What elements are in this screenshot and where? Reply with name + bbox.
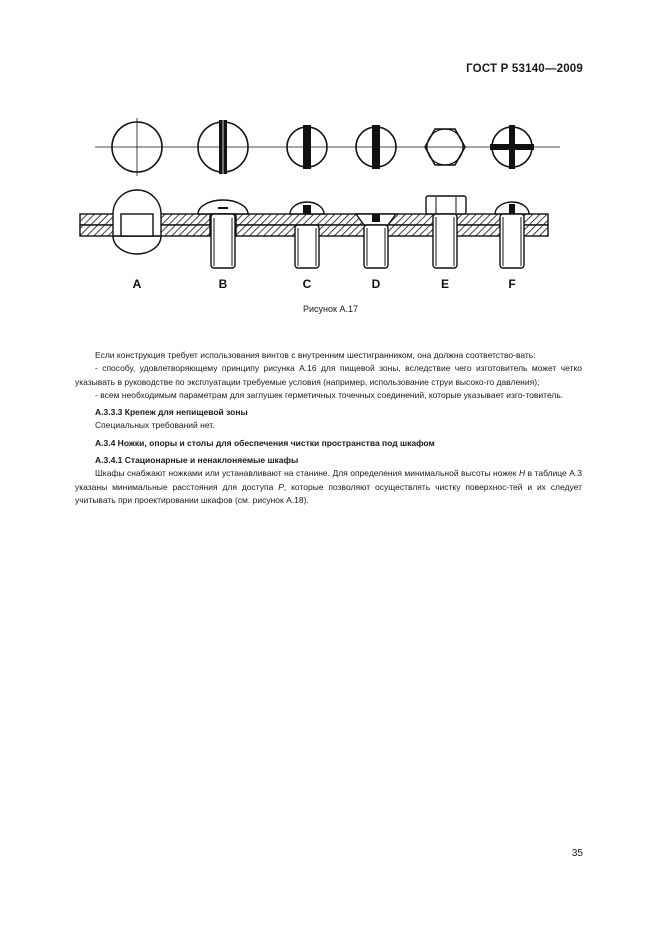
figure-caption: Рисунок А.17 xyxy=(303,304,358,314)
paragraph-4: Специальных требований нет. xyxy=(95,420,215,431)
page-number: 35 xyxy=(571,848,583,859)
figure-label-d: D xyxy=(371,277,381,291)
screw-f-top-view xyxy=(490,125,534,169)
section-heading-a341: А.3.4.1 Стационарные и ненаклоняемые шкафы xyxy=(95,455,299,466)
figure-label-e: E xyxy=(440,277,450,291)
figure-label-f: F xyxy=(508,277,516,291)
paragraph-1: Если конструкция требует использования винтов с внутренним шестигранником, она должна соответство-вать: xyxy=(95,350,536,360)
screw-d-section xyxy=(356,214,396,268)
screw-c-section xyxy=(290,202,324,268)
screw-a-section xyxy=(113,190,161,254)
screw-f-section xyxy=(495,202,529,268)
paragraph-2: - способу, удовлетворяющему принципу рисунка А.16 для пищевой зоны, вследствие чего изготовитель может четко указывать в руководстве по эксплуатации требуемые условия (например, использование струи высоко-го давления); xyxy=(75,363,582,387)
body-text xyxy=(75,349,582,507)
figure-label-c: C xyxy=(302,277,312,291)
figure-a17 xyxy=(0,110,661,300)
paragraph-3: - всем необходимым параметрам для заглушек герметичных точечных соединений, которые указывает изго-товитель. xyxy=(95,389,564,400)
paragraph-5-part-b: в таблице А.3 указаны минимальные расстояния для доступа xyxy=(75,468,583,492)
section-heading-a333: А.3.3.3 Крепеж для непищевой зоны xyxy=(95,407,248,418)
figure-label-b: B xyxy=(218,277,228,291)
document-header: ГОСТ Р 53140—2009 xyxy=(466,63,583,75)
section-heading-a34: А.3.4 Ножки, опоры и столы для обеспечения чистки пространства под шкафом xyxy=(95,437,435,448)
paragraph-5 xyxy=(75,467,582,507)
symbol-h: H xyxy=(518,468,526,479)
paragraph-5-part-c: , которые позволяют осуществлять чистку поверхнос-тей и их следует учитывать при проектировании шкафов (см. рисунок А.18). xyxy=(75,481,583,505)
symbol-p: P xyxy=(278,481,284,492)
paragraph-5-part-a: Шкафы снабжают ножками или устанавливают на станине. Для определения минимальной высоты ножек xyxy=(95,468,519,479)
figure-label-a: A xyxy=(132,277,142,291)
